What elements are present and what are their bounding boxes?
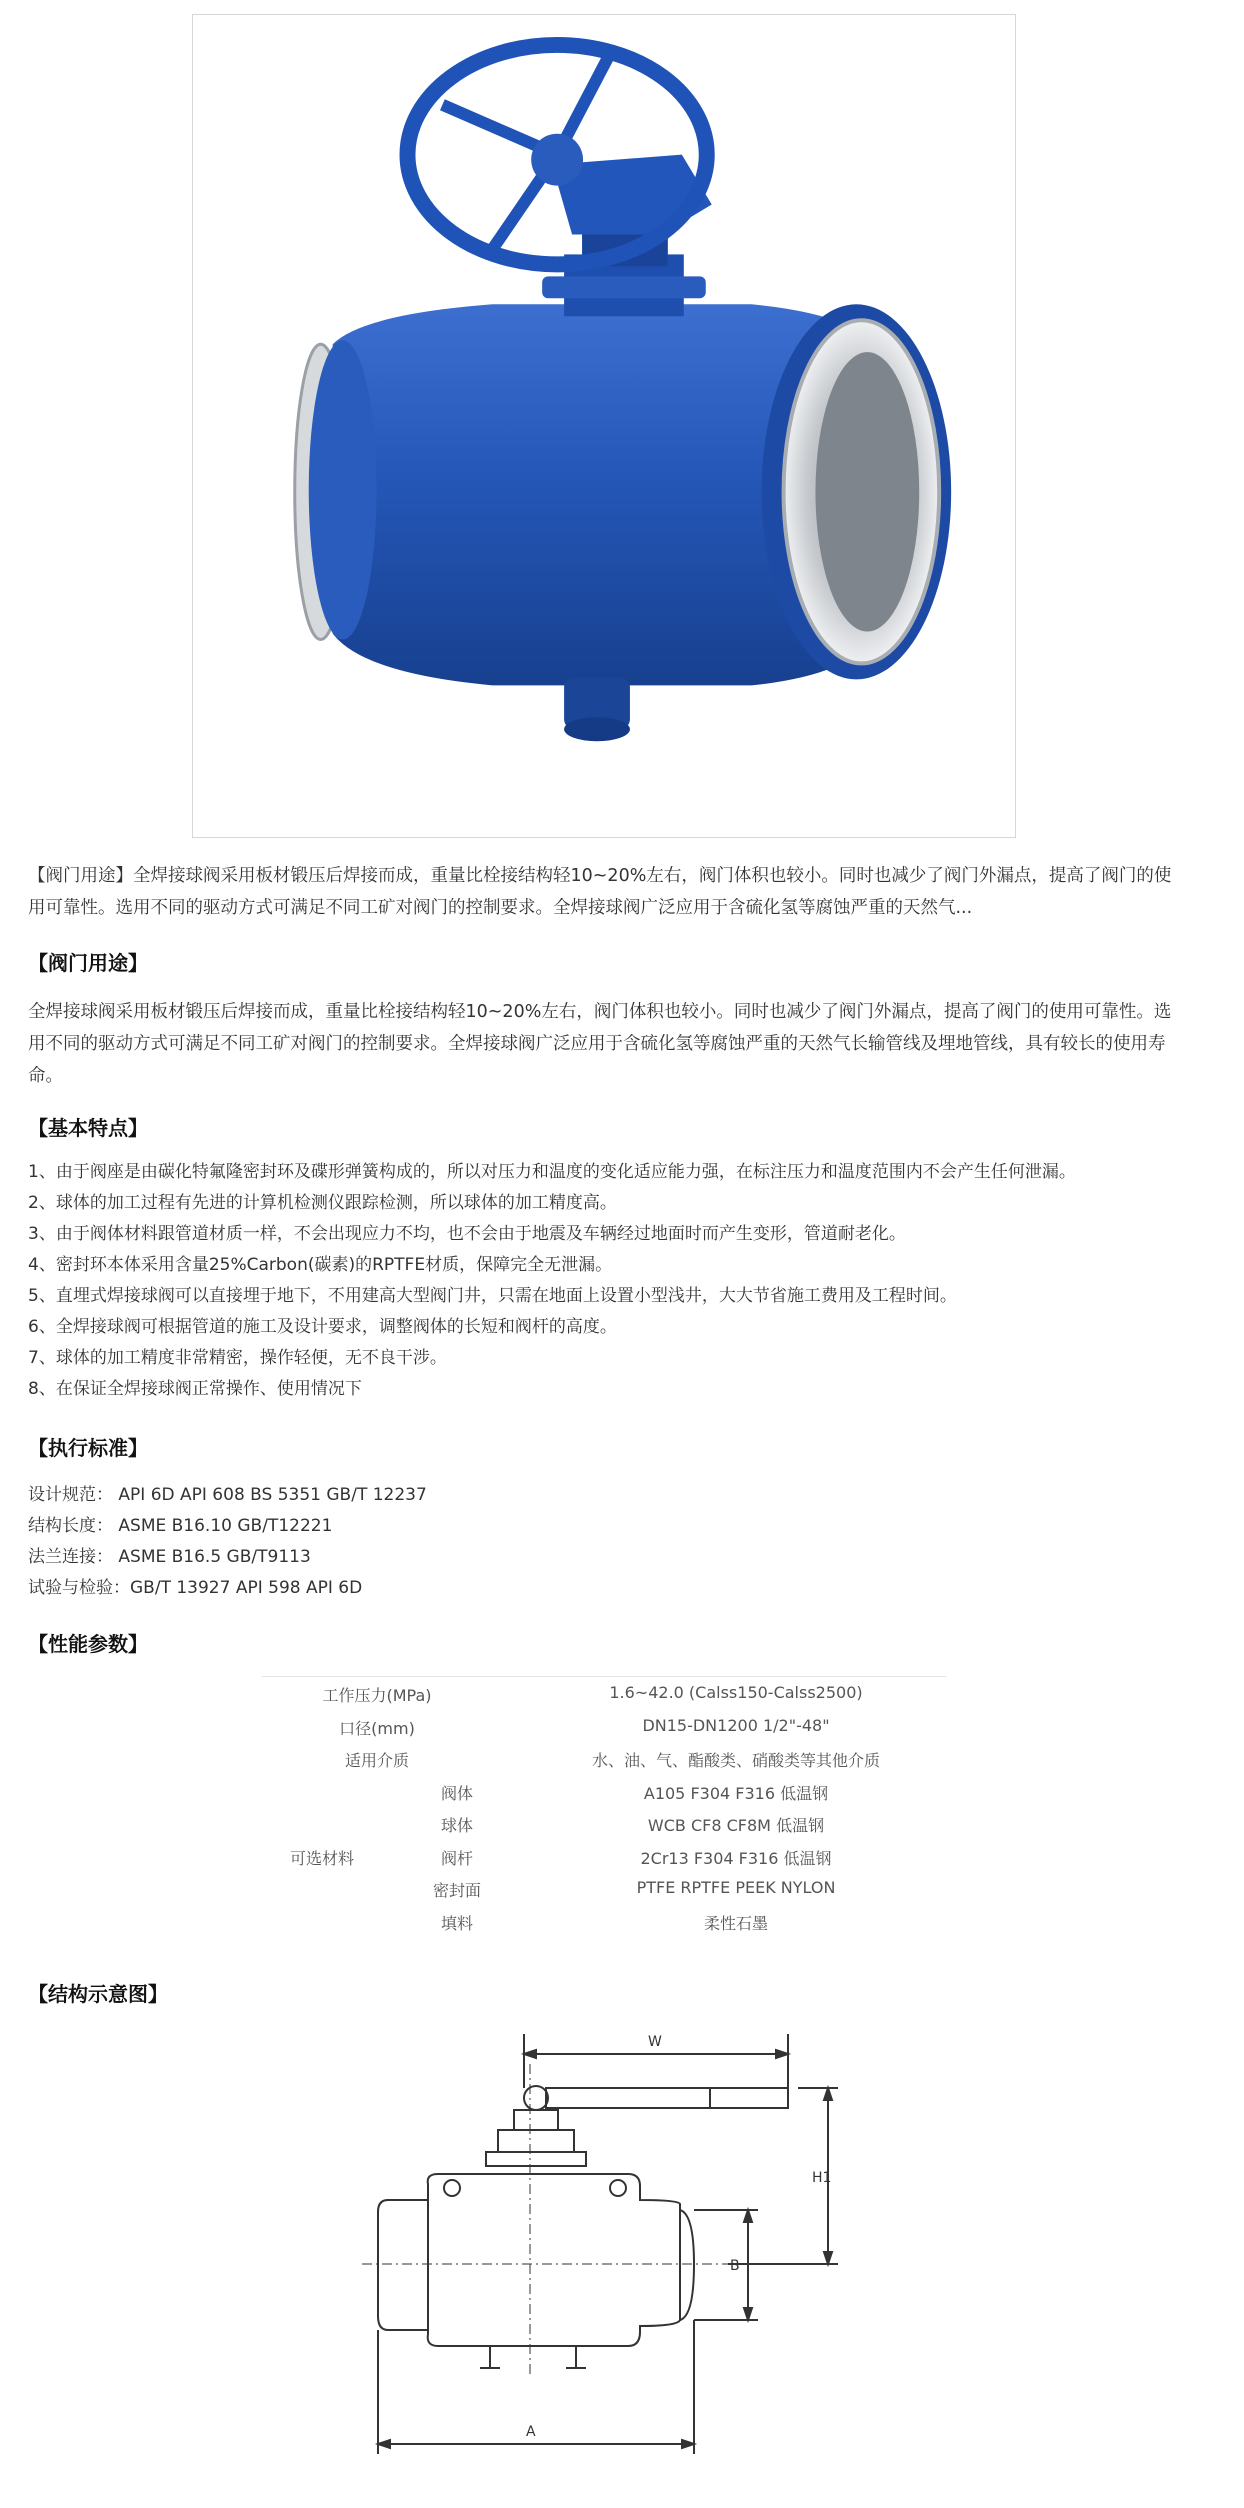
table-row: 填料 柔性石墨 xyxy=(440,1913,768,1933)
intro-paragraph: 【阀门用途】全焊接球阀采用板材锻压后焊接而成，重量比栓接结构轻10~20%左右，阀门体积也较小。同时也减少了阀门外漏点，提高了阀门的使用可靠性。选用不同的驱动方式可满足不同工矿对阀门的控制要求。全焊接球阀广泛应用于含硫化氢等腐蚀严重的天然气... xyxy=(28,866,1172,918)
structure-diagram xyxy=(318,2024,888,2504)
list-item: 5、直埋式焊接球阀可以直接埋于地下，不用建高大型阀门井，只需在地面上设置小型浅井，大大节省施工费用及工程时间。 xyxy=(28,1286,957,1306)
table-row: 工作压力(MPa) 1.6~42.0 (Calss150-Calss2500) xyxy=(322,1683,863,1705)
dim-h1-label: H1 xyxy=(812,2170,832,2186)
list-item: 4、密封环本体采用含量25%Carbon(碳素)的RPTFE材质，保障完全无泄漏。 xyxy=(28,1255,613,1275)
list-item: 试验与检验：GB/T 13927 API 598 API 6D xyxy=(28,1578,363,1598)
materials-group-label: 可选材料 xyxy=(289,1848,354,1868)
list-item: 1、由于阀座是由碳化特氟隆密封环及碟形弹簧构成的，所以对压力和温度的变化适应能力强，在标注压力和温度范围内不会产生任何泄漏。 xyxy=(28,1162,1076,1182)
list-item: 8、在保证全焊接球阀正常操作、使用情况下 xyxy=(28,1379,362,1399)
table-row: 口径(mm) DN15-DN1200 1/2"-48" xyxy=(339,1715,830,1738)
performance-heading: 【性能参数】 xyxy=(28,1632,148,1656)
list-item: 6、全焊接球阀可根据管道的施工及设计要求，调整阀体的长短和阀杆的高度。 xyxy=(28,1317,617,1337)
usage-heading: 【阀门用途】 xyxy=(28,951,148,975)
dim-a-label: A xyxy=(526,2424,536,2440)
list-item: 结构长度： ASME B16.10 GB/T12221 xyxy=(28,1516,333,1536)
table-row: 阀体 A105 F304 F316 低温钢 xyxy=(440,1783,829,1803)
dim-b-label: B xyxy=(730,2258,740,2274)
list-item: 设计规范： API 6D API 608 BS 5351 GB/T 12237 xyxy=(28,1485,427,1505)
list-item: 3、由于阀体材料跟管道材质一样，不会出现应力不均，也不会由于地震及车辆经过地面时而产生变形，管道耐老化。 xyxy=(28,1224,906,1244)
features-list xyxy=(28,1157,1208,1405)
product-photo xyxy=(192,14,1016,838)
table-row: 可选材料 阀杆 2Cr13 F304 F316 低温钢 xyxy=(262,1840,946,1873)
list-item: 2、球体的加工过程有先进的计算机检测仪跟踪检测，所以球体的加工精度高。 xyxy=(28,1193,617,1213)
standards-heading: 【执行标准】 xyxy=(28,1436,148,1460)
table-row: 适用介质 水、油、气、酯酸类、硝酸类等其他介质 xyxy=(344,1751,880,1770)
standards-list xyxy=(28,1480,1208,1604)
spec-table xyxy=(262,1676,946,1937)
features-heading: 【基本特点】 xyxy=(28,1116,148,1140)
list-item: 7、球体的加工精度非常精密，操作轻便，无不良干涉。 xyxy=(28,1348,447,1368)
usage-paragraph: 全焊接球阀采用板材锻压后焊接而成，重量比栓接结构轻10~20%左右，阀门体积也较小。同时也减少了阀门外漏点，提高了阀门的使用可靠性。选用不同的驱动方式可满足不同工矿对阀门的控制要求。全焊接球阀广泛应用于含硫化氢等腐蚀严重的天然气长输管线及埋地管线，具有较长的使用寿命。 xyxy=(28,1002,1172,1086)
dim-w-label: W xyxy=(648,2034,662,2050)
table-row: 球体 WCB CF8 CF8M 低温钢 xyxy=(440,1816,825,1835)
list-item: 法兰连接： ASME B16.5 GB/T9113 xyxy=(28,1547,311,1567)
structure-heading: 【结构示意图】 xyxy=(28,1982,168,2006)
table-row: 密封面 PTFE RPTFE PEEK NYLON xyxy=(432,1878,836,1900)
